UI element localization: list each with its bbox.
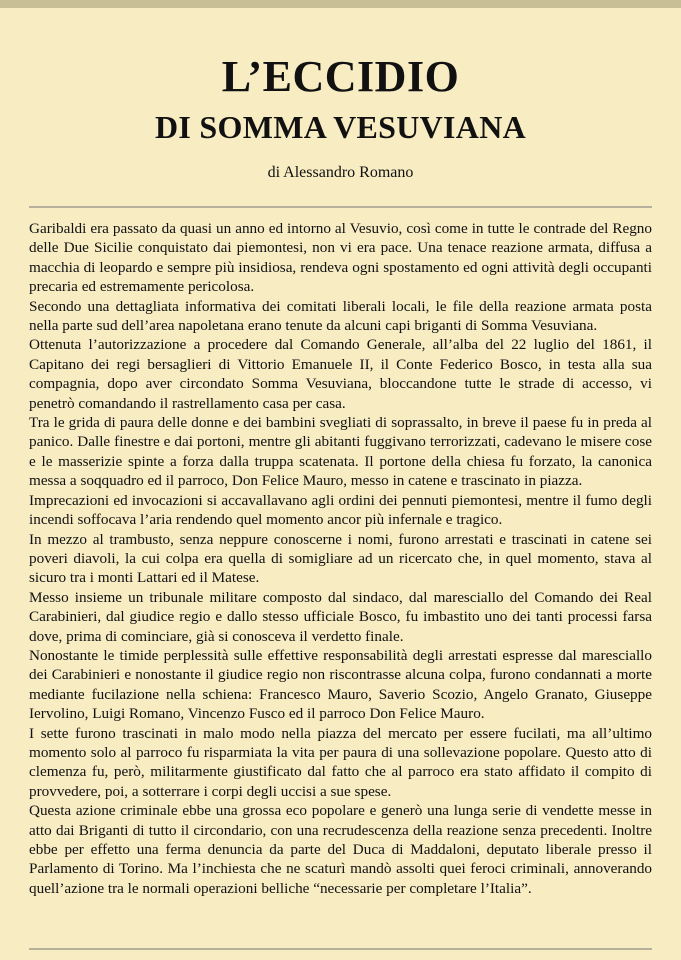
author-byline: di Alessandro Romano bbox=[267, 164, 414, 181]
paragraph: I sette furono trascinati in malo modo nella piazza del mercato per essere fucilati, ma all’ultimo momento solo al parroco fu risparmiata la vita per paura di una sollevazione popolare. Questo atto di clemenza fu, però, militarmente giustificato dal fatto che al parroco era stato affidato il compito di provvedere, poi, a sotterrare i corpi degli uccisi a sue spese. bbox=[29, 724, 652, 800]
paragraph: Garibaldi era passato da quasi un anno ed intorno al Vesuvio, così come in tutte le contrade del Regno delle Due Sicilie conquistato dai piemontesi, non vi era pace. Una tenace reazione armata, diffusa a macchia di leopardo e sempre più insidiosa, rendeva ogni spostamento ed ogni attività degli occupanti precaria ed estremamente pericolosa. bbox=[29, 220, 652, 296]
paragraph: Ottenuta l’autorizzazione a procedere dal Comando Generale, all’alba del 22 luglio del 1861, il Capitano dei regi bersaglieri di Vittorio Emanuele II, il Conte Federico Bosco, in testa alla sua compagnia, dopo aver circondato Somma Vesuviana, bloccandone tutte le strade di accesso, vi penetrò comandando il rastrellamento casa per casa. bbox=[29, 336, 652, 412]
article-body bbox=[29, 219, 652, 898]
title-line-2: DI SOMMA VESUVIANA bbox=[154, 109, 527, 145]
paragraph: Messo insieme un tribunale militare composto dal sindaco, dal maresciallo del Comando dei Real Carabinieri, dal giudice regio e dallo stesso ufficiale Bosco, fu imbastito uno dei tanti processi farsa dove, prima di cominciare, già si conosceva il verdetto finale. bbox=[29, 588, 652, 645]
paragraph: In mezzo al trambusto, senza neppure conoscerne i nomi, furono arrestati e trascinati in catene sei poveri diavoli, la cui colpa era quella di somigliare ad un ricercato che, in quel momento, stava al sicuro tra i monti Lattari ed il Matese. bbox=[29, 530, 652, 587]
paragraph: Nonostante le timide perplessità sulle effettive responsabilità degli arrestati espresse dal maresciallo dei Carabinieri e nonostante il giudice regio non riscontrasse alcuna colpa, furono condannati a morte mediante fucilazione nella schiena: Francesco Mauro, Saverio Scozio, Angelo Granato, Giuseppe Iervolino, Luigi Romano, Vincenzo Fusco ed il parroco Don Felice Mauro. bbox=[29, 646, 652, 723]
paragraph: Questa azione criminale ebbe una grossa eco popolare e generò una lunga serie di vendette messe in atto dai Briganti di tutto il circondario, con una recrudescenza della reazione senza precedenti. Inoltre ebbe per effetto una ferma denuncia da parte del Duca di Maddaloni, deputato liberale presso il Parlamento di Torino. Ma l’inchiesta che ne scaturì mandò assolti quei feroci criminali, annoverando quell’azione tra le normali operazioni belliche “necessarie per completare l’Italia”. bbox=[29, 802, 652, 897]
bottom-divider bbox=[29, 948, 652, 950]
paragraph: Tra le grida di paura delle donne e dei bambini svegliati di soprassalto, in breve il paese fu in preda al panico. Dalle finestre e dai portoni, mentre gli abitanti fuggivano terrorizzati, cadevano le misere cose e le masserizie spinte a forza dalla truppa scatenata. Il portone della chiesa fu forzato, la canonica messa a soqquadro ed il parroco, Don Felice Mauro, messo in catene e trascinato in piazza. bbox=[29, 414, 652, 490]
paragraph: Secondo una dettagliata informativa dei comitati liberali locali, le file della reazione armata posta nella parte sud dell’area napoletana erano tenute da alcuni capi briganti di Somma Vesuviana. bbox=[29, 297, 652, 335]
paragraph: Imprecazioni ed invocazioni si accavallavano agli ordini dei pennuti piemontesi, mentre il fumo degli incendi soffocava l’aria rendendo quel momento ancor più infernale e tragico. bbox=[29, 491, 652, 529]
top-divider bbox=[29, 206, 652, 208]
title-line-1: L’ECCIDIO bbox=[221, 52, 460, 101]
